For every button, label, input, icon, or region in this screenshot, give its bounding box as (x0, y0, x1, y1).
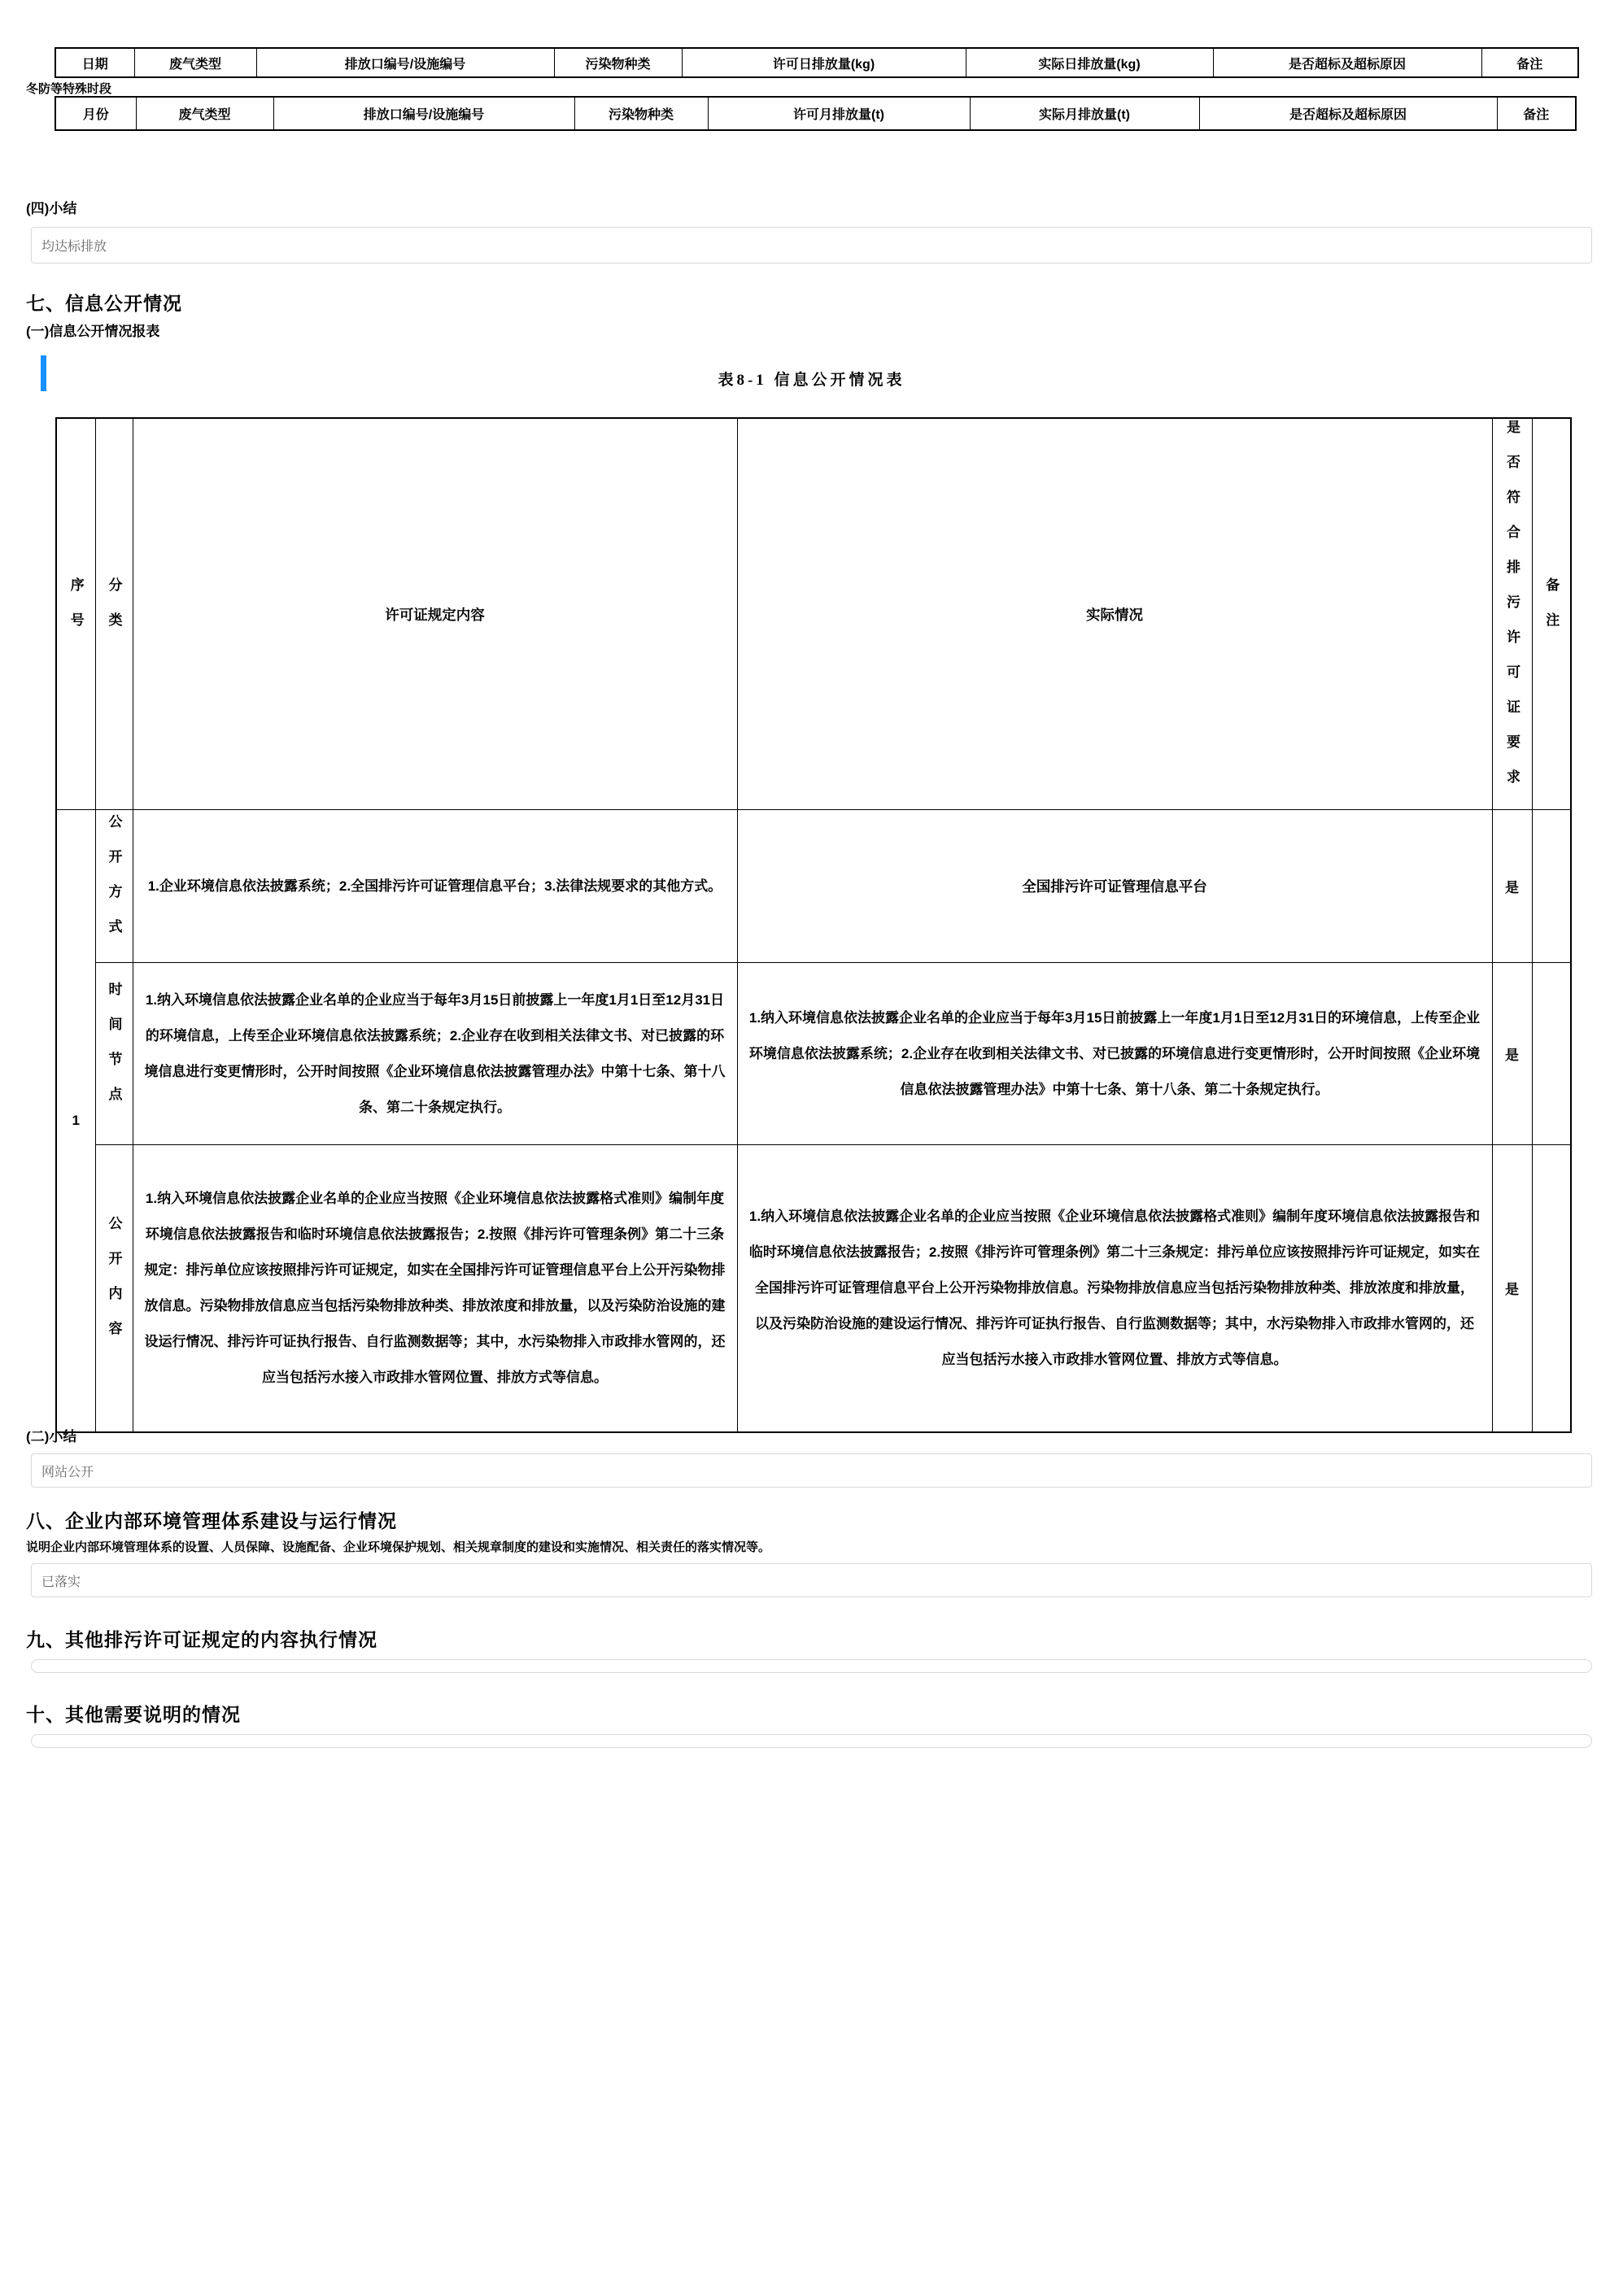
section8-description: 说明企业内部环境管理体系的设置、人员保障、设施配备、企业环境保护规划、相关规章制度的建设和实施情况、相关责任的落实情况等。 (26, 1540, 771, 1554)
section8-title: 八、企业内部环境管理体系建设与运行情况 (26, 1510, 397, 1531)
cell-permitted: 1.纳入环境信息依法披露企业名单的企业应当按照《企业环境信息依法披露格式准则》编制年度环境信息依法披露报告和临时环境信息依法披露报告；2.按照《排污许可管理条例》第二十三条规定：排污单位应该按照排污许可证规定，如实在全国排污许可证管理信息平台上公开污染物排放信息。污染物排放信息应当包括污染物排放种类、排放浓度和排放量，以及污染防治设施的建设运行情况、排污许可证执行报告、自行监测数据等；其中，水污染物排入市政排水管网的，还应当包括污水接入市政排水管网位置、排放方式等信息。 (133, 1145, 737, 1432)
cell-category: 公开方式 (95, 810, 133, 963)
col-header-exceed: 是否超标及超标原因 (1213, 48, 1481, 77)
monthly-emission-table (55, 96, 1577, 131)
col-header-permitted-monthly: 许可月排放量(t) (708, 97, 970, 130)
col-header-month: 月份 (55, 97, 136, 130)
summary2-label: (二)小结 (26, 1429, 77, 1444)
cell-permitted: 1.纳入环境信息依法披露企业名单的企业应当于每年3月15日前披露上一年度1月1日至12月31日的环境信息，上传至企业环境信息依法披露系统；2.企业存在收到相关法律文书、对已披露的环境信息进行变更情形时，公开时间按照《企业环境信息依法披露管理办法》中第十七条、第十八条、第二十条规定执行。 (133, 963, 737, 1145)
special-period-label: 冬防等特殊时段 (26, 82, 112, 96)
col-header-pollutant: 污染物种类 (574, 97, 708, 130)
col-header-gas-type: 废气类型 (134, 48, 256, 77)
table-header-row (56, 418, 1571, 810)
cell-actual: 全国排污许可证管理信息平台 (737, 810, 1492, 963)
col-header-date: 日期 (55, 48, 134, 77)
summary4-input[interactable]: 均达标排放 (31, 227, 1592, 264)
cell-note (1532, 963, 1571, 1145)
col-header-permitted-daily: 许可日排放量(kg) (682, 48, 966, 77)
col-header-outlet-id: 排放口编号/设施编号 (273, 97, 574, 130)
cell-note (1532, 1145, 1571, 1432)
section9-title: 九、其他排污许可证规定的内容执行情况 (26, 1629, 377, 1650)
table-row-open-method (56, 810, 1571, 963)
col-header-note: 备注 (1497, 97, 1576, 130)
section10-title: 十、其他需要说明的情况 (26, 1704, 241, 1725)
col-header-actual-monthly: 实际月排放量(t) (970, 97, 1199, 130)
table-row-open-content (56, 1145, 1571, 1432)
cell-category: 公开内容 (95, 1145, 133, 1432)
header-seq: 序号 (56, 418, 95, 810)
header-comply: 是否符合排污许可证要求 (1492, 418, 1532, 810)
header-actual: 实际情况 (737, 418, 1492, 810)
cell-category: 时间节点 (95, 963, 133, 1145)
section7-title: 七、信息公开情况 (26, 293, 182, 314)
cell-comply: 是 (1492, 963, 1532, 1145)
col-header-pollutant: 污染物种类 (554, 48, 682, 77)
table-row (55, 48, 1578, 77)
info-table-title: 表8-1 信息公开情况表 (718, 372, 905, 389)
info-disclosure-table (55, 417, 1572, 1433)
daily-emission-table (55, 47, 1579, 78)
header-category: 分类 (95, 418, 133, 810)
col-header-outlet-id: 排放口编号/设施编号 (256, 48, 554, 77)
section7-subtitle: (一)信息公开情况报表 (26, 324, 160, 339)
section9-input[interactable] (31, 1659, 1592, 1673)
col-header-note: 备注 (1481, 48, 1578, 77)
cell-actual: 1.纳入环境信息依法披露企业名单的企业应当于每年3月15日前披露上一年度1月1日至12月31日的环境信息，上传至企业环境信息依法披露系统；2.企业存在收到相关法律文书、对已披露的环境信息进行变更情形时，公开时间按照《企业环境信息依法披露管理办法》中第十七条、第十八条、第二十条规定执行。 (737, 963, 1492, 1145)
col-header-gas-type: 废气类型 (136, 97, 273, 130)
header-note: 备注 (1532, 418, 1571, 810)
summary4-label: (四)小结 (26, 201, 77, 216)
section8-input[interactable]: 已落实 (31, 1563, 1592, 1597)
cell-note (1532, 810, 1571, 963)
cell-comply: 是 (1492, 1145, 1532, 1432)
table-row-time-node (56, 963, 1571, 1145)
table-row (55, 97, 1576, 130)
cell-seq: 1 (56, 810, 95, 1432)
cell-comply: 是 (1492, 810, 1532, 963)
cell-actual: 1.纳入环境信息依法披露企业名单的企业应当按照《企业环境信息依法披露格式准则》编制年度环境信息依法披露报告和临时环境信息依法披露报告；2.按照《排污许可管理条例》第二十三条规定：排污单位应该按照排污许可证规定，如实在全国排污许可证管理信息平台上公开污染物排放信息。污染物排放信息应当包括污染物排放种类、排放浓度和排放量，以及污染防治设施的建设运行情况、排污许可证执行报告、自行监测数据等；其中，水污染物排入市政排水管网的，还应当包括污水接入市政排水管网位置、排放方式等信息。 (737, 1145, 1492, 1432)
col-header-actual-daily: 实际日排放量(kg) (966, 48, 1213, 77)
cell-permitted: 1.企业环境信息依法披露系统；2.全国排污许可证管理信息平台；3.法律法规要求的其他方式。 (133, 810, 737, 963)
summary2-input[interactable]: 网站公开 (31, 1453, 1592, 1488)
col-header-exceed: 是否超标及超标原因 (1199, 97, 1497, 130)
header-permitted: 许可证规定内容 (133, 418, 737, 810)
section10-input[interactable] (31, 1734, 1592, 1748)
